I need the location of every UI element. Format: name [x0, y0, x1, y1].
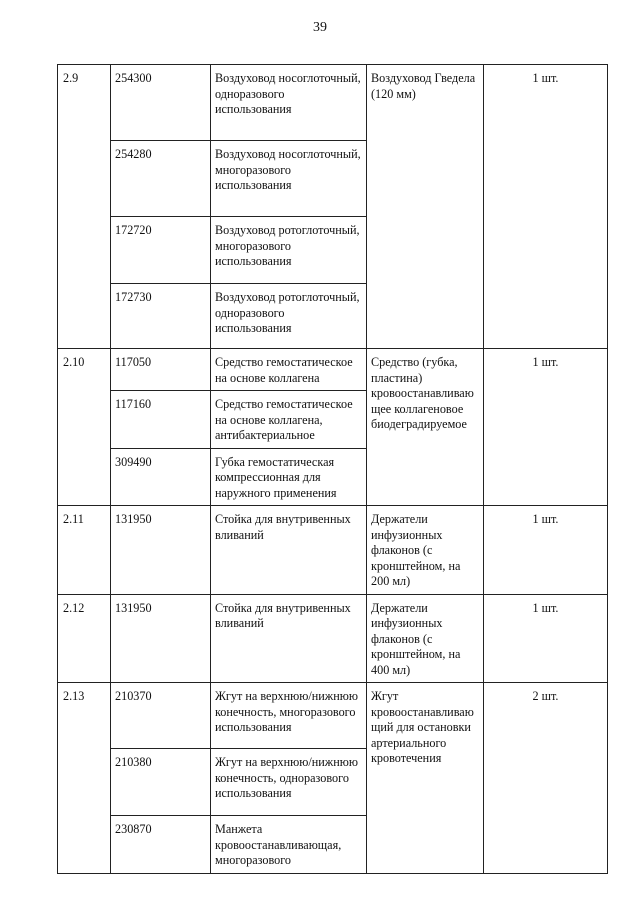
item-name: Воздуховод носоглоточный, одноразового использования	[211, 65, 367, 141]
item-name: Воздуховод ротоглоточный, одноразового использования	[211, 284, 367, 349]
item-requirement: Средство (губка, пластина) кровоостанавливаю щее коллагеновое биодеградируемое	[367, 349, 484, 506]
item-number: 2.13	[58, 683, 111, 874]
item-code: 309490	[111, 448, 211, 506]
item-code: 172730	[111, 284, 211, 349]
page-number: 39	[313, 20, 327, 35]
table-row	[58, 65, 608, 141]
item-quantity: 1 шт.	[484, 506, 608, 595]
item-number: 2.12	[58, 594, 111, 683]
item-code: 210370	[111, 683, 211, 749]
item-number: 2.11	[58, 506, 111, 595]
equipment-table	[57, 64, 608, 874]
item-name: Жгут на верхнюю/нижнюю конечность, одноразового использования	[211, 749, 367, 816]
item-name: Средство гемостатическое на основе коллагена, антибактериальное	[211, 391, 367, 449]
item-name: Жгут на верхнюю/нижнюю конечность, многоразового использования	[211, 683, 367, 749]
table-row	[58, 594, 608, 683]
item-quantity: 1 шт.	[484, 349, 608, 506]
item-code: 117160	[111, 391, 211, 449]
item-code: 254280	[111, 141, 211, 217]
item-name: Средство гемостатическое на основе коллагена	[211, 349, 367, 391]
item-requirement: Держатели инфузионных флаконов (с кронштейном, на 400 мл)	[367, 594, 484, 683]
item-name: Стойка для внутривенных вливаний	[211, 594, 367, 683]
item-code: 254300	[111, 65, 211, 141]
item-name: Манжета кровоостанавливающая, многоразового	[211, 816, 367, 874]
table-row	[58, 683, 608, 749]
item-quantity: 1 шт.	[484, 594, 608, 683]
table-row	[58, 506, 608, 595]
item-code: 131950	[111, 506, 211, 595]
item-code: 172720	[111, 217, 211, 284]
item-requirement: Жгут кровоостанавливаю щий для остановки артериального кровотечения	[367, 683, 484, 874]
item-number: 2.9	[58, 65, 111, 349]
item-quantity: 2 шт.	[484, 683, 608, 874]
item-name: Губка гемостатическая компрессионная для наружного применения	[211, 448, 367, 506]
item-requirement: Воздуховод Гведела (120 мм)	[367, 65, 484, 349]
item-name: Стойка для внутривенных вливаний	[211, 506, 367, 595]
item-name: Воздуховод ротоглоточный, многоразового использования	[211, 217, 367, 284]
item-requirement: Держатели инфузионных флаконов (с кронштейном, на 200 мл)	[367, 506, 484, 595]
item-code: 117050	[111, 349, 211, 391]
item-name: Воздуховод носоглоточный, многоразового использования	[211, 141, 367, 217]
item-number: 2.10	[58, 349, 111, 506]
item-quantity: 1 шт.	[484, 65, 608, 349]
item-code: 210380	[111, 749, 211, 816]
table-row	[58, 349, 608, 391]
item-code: 131950	[111, 594, 211, 683]
item-code: 230870	[111, 816, 211, 874]
